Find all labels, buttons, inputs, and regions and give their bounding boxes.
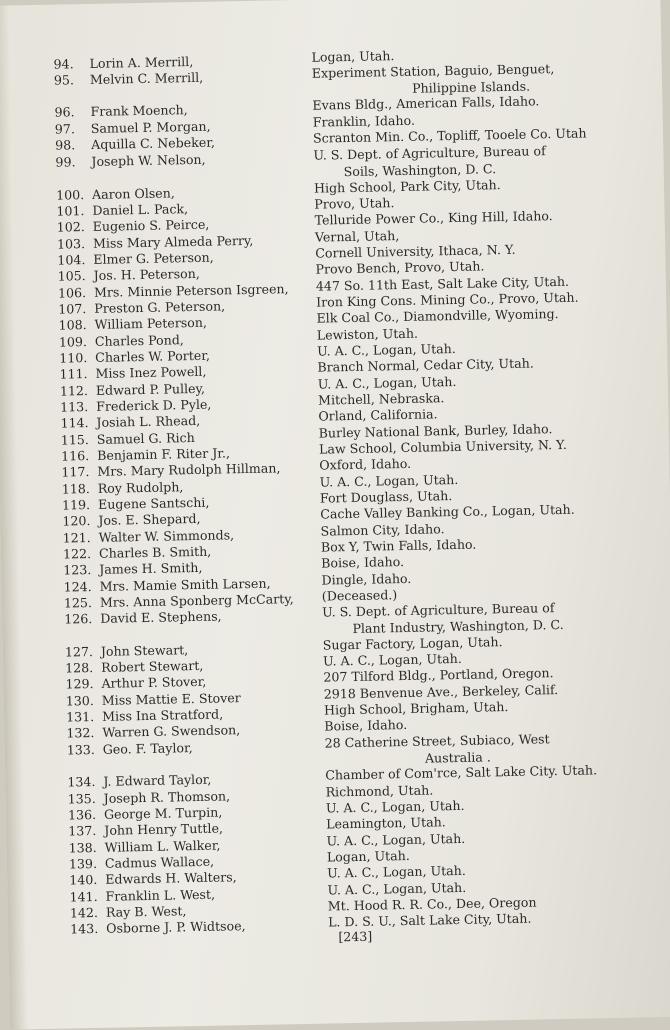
entry-name: Miss Ina Stratford, (101, 706, 224, 724)
entry-address: Chamber of Com'rce, Salt Lake City. Utah. (325, 762, 598, 783)
entry-address: Sugar Factory, Logan, Utah. (322, 634, 503, 653)
entry-address: U. S. Dept. of Agriculture, Bureau of (313, 143, 546, 163)
entry-address: Oxford, Idaho. (319, 455, 412, 473)
entry-number: 119. (61, 497, 91, 513)
entry-number: 120. (62, 513, 91, 529)
entry-name: Osborne J. P. Widtsoe, (106, 918, 246, 936)
entry-name: Robert Stewart, (101, 657, 204, 675)
entry-name: Mrs. Minnie Peterson Isgreen, (93, 281, 289, 300)
entry-name: Frank Moench, (90, 102, 188, 119)
entry-number: 125. (63, 595, 93, 611)
entry-name: James H. Smith, (99, 559, 203, 577)
entry-number: 122. (62, 546, 92, 562)
entry-address: Branch Normal, Cedar City, Utah. (317, 355, 534, 375)
entry-number: 112. (59, 383, 89, 399)
entry-number: 141. (69, 888, 98, 905)
entry-address: 447 So. 11th East, Salt Lake City, Utah. (315, 273, 570, 294)
entry-number: 131. (65, 708, 95, 725)
entry-number: 133. (66, 741, 95, 758)
entry-number: 98. (54, 137, 76, 153)
entry-address: Richmond, Utah. (325, 782, 434, 800)
entry-number: 142. (69, 904, 99, 921)
entry-name: Franklin L. West, (105, 886, 216, 904)
directory-entry (0, 93, 632, 120)
entry-number: 126. (64, 611, 93, 627)
entry-number: 130. (65, 692, 95, 709)
entry-number: 111. (59, 366, 88, 382)
entry-number: 135. (67, 790, 96, 807)
entry-address: Box Y, Twin Falls, Idaho. (320, 536, 477, 555)
entry-address: Mitchell, Nebraska. (317, 390, 445, 408)
entry-name: Joseph R. Thomson, (103, 788, 231, 806)
entry-name: Samuel P. Morgan, (90, 118, 211, 136)
entry-address: Burley National Bank, Burley, Idaho. (318, 421, 553, 441)
entry-address: Fort Douglass, Utah. (319, 488, 453, 506)
entry-name: Edward P. Pulley, (95, 380, 206, 398)
entry-name: Aquilla C. Nebeker, (90, 134, 216, 152)
entry-name: Geo. F. Taylor, (102, 740, 193, 757)
entry-name: Jos. H. Peterson, (93, 265, 200, 283)
entry-name: Mrs. Mamie Smith Larsen, (99, 575, 271, 594)
entry-name: Eugenio S. Peirce, (92, 216, 210, 234)
entry-number: 94. (53, 56, 74, 72)
entry-address: Boise, Idaho. (321, 554, 405, 571)
entry-name: William Peterson, (94, 314, 208, 332)
entry-name: John Henry Tuttle, (104, 820, 224, 838)
entry-name: Ray B. West, (105, 903, 187, 920)
entry-address: Logan, Utah. (326, 847, 410, 865)
entry-name: Miss Inez Powell, (95, 363, 207, 381)
entry-number: 100. (55, 187, 85, 203)
entry-name: Joseph W. Nelson, (91, 151, 206, 169)
entry-number: 105. (57, 268, 86, 284)
entry-name: Charles B. Smith, (98, 543, 212, 561)
entry-number: 114. (60, 415, 89, 431)
entry-name: Charles W. Porter, (95, 347, 211, 365)
entry-name: Eugene Santschi, (97, 494, 210, 512)
entry-address: Scranton Min. Co., Topliff, Tooele Co. Utah (312, 125, 587, 146)
entry-address: U. A. C., Logan, Utah. (319, 471, 459, 490)
entry-number: 118. (61, 481, 90, 497)
entry-number: 104. (57, 252, 86, 268)
entry-number: 103. (56, 236, 86, 252)
entry-address: L. D. S. U., Salt Lake City, Utah. (327, 910, 532, 930)
entry-address: (Deceased.) (321, 587, 398, 604)
entry-number: 106. (57, 285, 87, 301)
entry-address: U. A. C., Logan, Utah. (326, 830, 466, 849)
entry-number: 107. (58, 301, 87, 317)
entry-address: Provo, Utah. (314, 195, 395, 212)
entry-address: 207 Tilford Bldg., Portland, Oregon. (323, 665, 554, 685)
entry-address: U. A. C., Logan, Utah. (325, 797, 465, 816)
entry-number: 99. (55, 154, 76, 170)
entry-address: Lewiston, Utah. (316, 325, 419, 343)
entry-name: David E. Stephens, (100, 608, 222, 626)
directory-entry (5, 762, 645, 790)
entry-name: Aaron Olsen, (91, 185, 175, 202)
entry-address: Leamington, Utah. (326, 814, 446, 832)
entry-name: Daniel L. Pack, (92, 201, 189, 218)
entry-address: Experiment Station, Baguio, Benguet, (311, 61, 555, 81)
entry-name: Edwards H. Walters, (105, 869, 237, 887)
entry-name: Mrs. Mary Rudolph Hillman, (97, 460, 281, 479)
entry-number: 138. (68, 839, 97, 856)
entry-name: Benjamin F. Riter Jr., (96, 445, 231, 463)
entry-number: 109. (58, 334, 88, 350)
entry-number: 127. (64, 644, 94, 660)
entry-name: Cadmus Wallace, (104, 853, 215, 871)
entry-number: 115. (60, 432, 89, 448)
entry-name: George M. Turpin, (103, 804, 223, 822)
entry-address-continuation: Soils, Washington, D. C. (343, 161, 497, 180)
entry-address: Elk Coal Co., Diamondville, Wyoming. (316, 306, 559, 326)
entry-number: 137. (68, 822, 97, 839)
entry-name: Charles Pond, (94, 332, 184, 349)
entry-name: Miss Mattie E. Stover (101, 690, 241, 708)
page-gutter-shadow (0, 6, 28, 1030)
entry-name: William L. Walker, (104, 837, 221, 855)
entry-address: Mt. Hood R. R. Co., Dee, Oregon (327, 894, 537, 914)
entry-number: 121. (62, 530, 91, 546)
entry-address: Franklin, Idaho. (312, 112, 416, 130)
entry-number: 117. (61, 464, 90, 480)
entry-number: 97. (54, 121, 76, 137)
entry-name: Lorin A. Merrill, (89, 53, 194, 71)
entry-number: 95. (53, 72, 75, 88)
entry-number: 143. (70, 920, 99, 937)
entry-address: U. A. C., Logan, Utah. (327, 879, 467, 898)
entry-address: U. A. C., Logan, Utah. (317, 373, 457, 392)
entry-number: 96. (54, 104, 75, 120)
entry-address: Orland, California. (318, 406, 438, 424)
entry-address: U. S. Dept. of Agriculture, Bureau of (322, 600, 555, 620)
page-number: [243] (338, 928, 373, 945)
entry-number: 110. (59, 350, 88, 366)
entry-name: Arthur P. Stover, (101, 673, 207, 691)
entry-name: Warren G. Swendson, (102, 722, 241, 740)
entry-number: 128. (65, 660, 94, 676)
entry-address-continuation: Australia . (424, 749, 491, 766)
entry-address: U. A. C., Logan, Utah. (317, 340, 456, 359)
entry-name: John Stewart, (100, 642, 189, 659)
entry-number: 136. (67, 806, 97, 823)
entry-number: 124. (63, 579, 92, 595)
entry-address: Law School, Columbia University, N. Y. (318, 436, 567, 457)
entry-address-continuation: Plant Industry, Washington, D. C. (352, 616, 564, 637)
entry-name: Walter W. Simmonds, (98, 527, 235, 545)
entry-name: Mrs. Anna Sponberg McCarty, (99, 591, 294, 610)
entry-address-continuation: Philippine Islands. (411, 78, 531, 96)
entry-address: Boise, Idaho. (324, 716, 408, 734)
entry-number: 116. (60, 448, 90, 464)
entry-address: 28 Catherine Street, Subiaco, West (324, 731, 550, 751)
entry-number: 139. (68, 855, 98, 872)
entry-address: High School, Park City, Utah. (313, 177, 501, 196)
entry-number: 108. (58, 317, 87, 333)
entry-address: Iron King Cons. Mining Co., Provo, Utah. (316, 289, 579, 310)
entry-address: High School, Brigham, Utah. (323, 699, 509, 718)
entry-name: Melvin C. Merrill, (89, 69, 204, 87)
entry-address: Provo Bench, Provo, Utah. (315, 258, 485, 277)
entry-name: Miss Mary Almeda Perry, (92, 232, 254, 251)
entry-name: J. Edward Taylor, (103, 771, 212, 789)
entry-name: Josiah L. Rhead, (96, 412, 201, 430)
entry-address: Cache Valley Banking Co., Logan, Utah. (320, 501, 575, 522)
directory-entry (0, 177, 634, 203)
entry-address: Cornell University, Ithaca, N. Y. (315, 241, 516, 261)
entry-address: U. A. C., Logan, Utah. (327, 862, 466, 881)
entry-address: Dingle, Idaho. (321, 570, 412, 588)
entry-name: Preston G. Peterson, (94, 298, 226, 316)
entry-address: U. A. C., Logan, Utah. (322, 650, 462, 669)
entry-address: Vernal, Utah, (314, 228, 400, 245)
entry-address: 2918 Benvenue Ave., Berkeley, Calif. (323, 682, 559, 702)
entry-number: 134. (67, 773, 96, 790)
entry-number: 113. (60, 399, 89, 415)
entry-address: Logan, Utah. (311, 48, 395, 65)
entry-number: 102. (56, 219, 85, 235)
entry-address: Evans Bldg., American Falls, Idaho. (312, 93, 540, 113)
entry-number: 140. (69, 871, 98, 888)
entry-number: 101. (56, 203, 85, 219)
entry-address: Telluride Power Co., King Hill, Idaho. (314, 208, 553, 228)
entry-name: Samuel G. Rich (96, 430, 195, 447)
entry-name: Elmer G. Peterson, (93, 249, 214, 267)
entry-name: Frederick D. Pyle, (96, 396, 212, 414)
entry-address: Salmon City, Idaho. (320, 521, 445, 539)
entry-name: Jos. E. Shepard, (98, 510, 201, 528)
entry-number: 132. (66, 724, 95, 741)
entry-number: 129. (65, 675, 94, 692)
entry-name: Roy Rudolph, (97, 479, 184, 496)
entry-number: 123. (63, 562, 92, 578)
